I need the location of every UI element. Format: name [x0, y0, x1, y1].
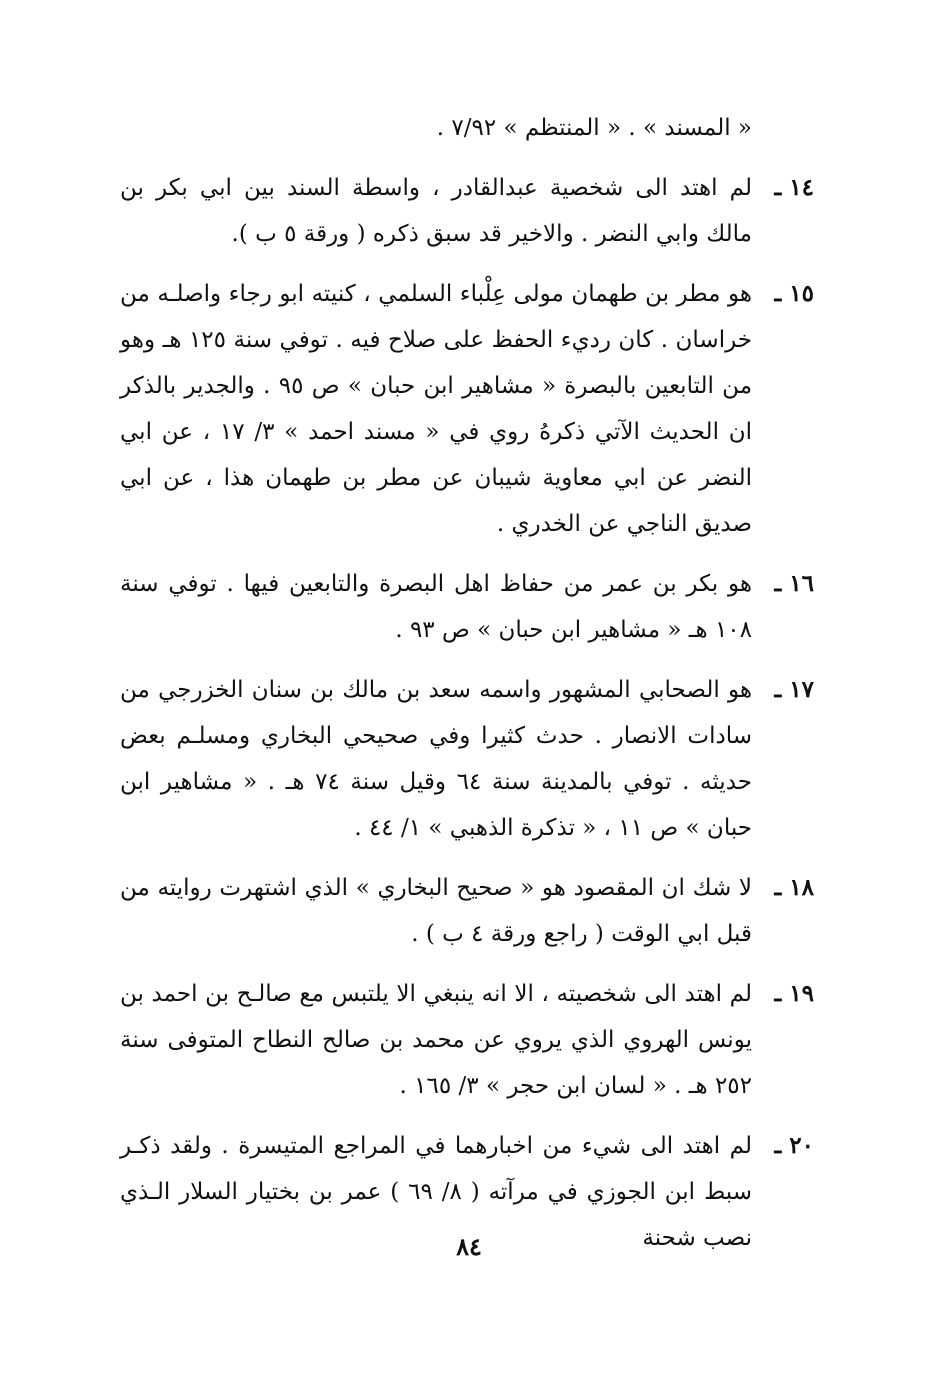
footnote-text: لم اهتد الى شيء من اخبارهما في المراجع المتيسرة . ولقد ذكـر سبط ابن الجوزي في مرآته ( ٨/ ٦٩ ) عمر بن بختيار السلار الـذي نصب شحنة: [120, 1133, 752, 1251]
footnote-number: ١٨ ـ: [774, 874, 814, 901]
footnote-text: لم اهتد الى شخصية عبدالقادر ، واسطة السند بين ابي بكر بن مالك وابي النضر . والاخير قد سبق ذكره ( ورقة ٥ ب ).: [120, 175, 752, 247]
page-number: ٨٤: [456, 1232, 482, 1261]
footnote-19: [120, 971, 814, 1109]
footnote-18: [120, 865, 814, 957]
footnote-number: ١٩ ـ: [774, 980, 814, 1007]
footnote-text: هو بكر بن عمر من حفاظ اهل البصرة والتابعين فيها . توفي سنة ١٠٨ هـ « مشاهير ابن حبان » ص ٩٣ .: [120, 571, 752, 643]
footnote-17: [120, 667, 814, 851]
footnotes-column: [120, 105, 814, 1275]
footnote-number: ١٤ ـ: [774, 174, 814, 201]
footnote-number: ١٦ ـ: [774, 570, 814, 597]
footnote-number: ١٧ ـ: [774, 676, 814, 703]
footnote-number: ١٥ ـ: [774, 280, 814, 307]
continued-footnote-line: « المسند » . « المنتظم » ٧/٩٢ .: [436, 115, 752, 141]
footnote-text: هو الصحابي المشهور واسمه سعد بن مالك بن سنان الخزرجي من سادات الانصار . حدث كثيرا وفي صحيحي البخاري ومسلـم بعض حديثه . توفي بالمدينة سنة ٦٤ وقيل سنة ٧٤ هـ . « مشاهير ابن حبان » ص ١١ ، « تذكرة الذهبي » ١/ ٤٤ .: [120, 677, 753, 841]
footnote-16: [120, 561, 814, 653]
footnote-text: لا شك ان المقصود هو « صحيح البخاري » الذي اشتهرت روايته من قبل ابي الوقت ( راجع ورقة ٤ ب ) .: [120, 875, 752, 947]
footnote-text: هو مطر بن طهمان مولى عِلْباء السلمي ، كنيته ابو رجاء واصلـه من خراسان . كان رديء الحفظ على صلاح فيه . توفي سنة ١٢٥ هـ وهو من التابعين بالبصرة « مشاهير ابن حبان » ص ٩٥ . والجدير بالذكر ان الحديث الآتي ذكرهُ روي في « مسند احمد » ٣/ ١٧ ، عن ابي النضر عن ابي معاوية شيبان عن مطر بن طهمان هذا ، عن ابي صديق الناجي عن الخدري .: [120, 281, 753, 537]
footnote-15: [120, 271, 814, 547]
footnote-number: ٢٠ ـ: [774, 1132, 814, 1159]
footnote-14: [120, 165, 814, 257]
footnote-text: لم اهتد الى شخصيته ، الا انه ينبغي الا يلتبس مع صالـح بن احمد بن يونس الهروي الذي يروي عن محمد بن صالح النطاح المتوفى سنة ٢٥٢ هـ . « لسان ابن حجر » ٣/ ١٦٥ .: [120, 981, 752, 1099]
